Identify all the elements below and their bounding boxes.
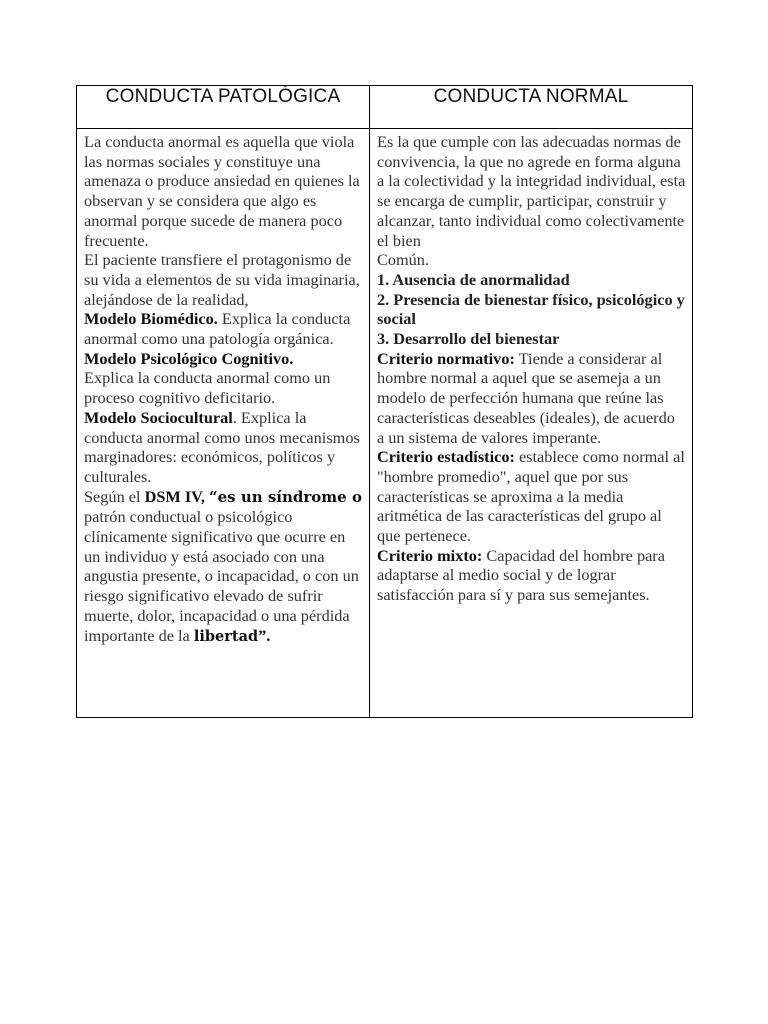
header-conducta-normal: CONDUCTA NORMAL	[370, 86, 693, 129]
cognitive-model-label: Modelo Psicológico Cognitivo.	[84, 348, 294, 368]
cognitive-model-text: Explica la conducta anormal como un proceso cognitivo deficitario.	[84, 368, 331, 408]
dsm-quote-start: “es un síndrome o	[208, 487, 362, 506]
biomedical-model-text: Explica la conducta anormal como una patología orgánica.	[84, 309, 351, 349]
dsm-end-word: libertad	[193, 627, 259, 645]
sociocultural-model	[84, 408, 363, 487]
criterio-mixto-label: Criterio mixto:	[377, 545, 483, 565]
criterio-estadistico-text: establece como normal al "hombre promedio", aquel que por sus características se aproxima a la media aritmética de las características del grupo al que pertenece.	[377, 447, 685, 546]
list-item: 1. Ausencia de anormalidad	[377, 269, 570, 289]
list-item: 2. Presencia de bienestar físico, psicológico y social	[377, 289, 685, 329]
dsm-comma: ,	[200, 486, 209, 506]
cognitive-model-heading	[84, 349, 363, 369]
header-conducta-patologica: CONDUCTA PATOLÓGICA	[77, 86, 370, 129]
criterio-normativo-label: Criterio normativo:	[377, 348, 515, 368]
criterio-mixto	[377, 546, 686, 605]
criterio-estadistico	[377, 447, 686, 546]
normal-comun: Común.	[377, 250, 430, 270]
table-body-row	[77, 129, 693, 718]
pathological-intro: La conducta anormal es aquella que viola las normas sociales y constituye una amenaza o produce ansiedad en quienes la observan y se considera que algo es anormal porque sucede de manera poco frecuente.	[84, 132, 360, 250]
sociocultural-model-label: Modelo Sociocultural	[84, 407, 233, 427]
criterio-normativo	[377, 349, 686, 448]
dsm-end-mark: ”.	[258, 625, 271, 645]
criterio-mixto-text: Capacidad del hombre para adaptarse al medio social y de lograr satisfacción para sí y para sus semejantes.	[377, 545, 665, 605]
criterio-estadistico-label: Criterio estadístico:	[377, 447, 515, 467]
dsm-label: DSM IV	[144, 486, 201, 506]
cell-conducta-normal	[370, 129, 693, 718]
pathological-protagonism: El paciente transfiere el protagonismo de su vida a elementos de su vida imaginaria, alejándose de la realidad,	[84, 250, 360, 309]
criterio-normativo-text: Tiende a considerar al hombre normal a aquel que se asemeja a un modelo de perfección humana que reúne las características deseables (ideales), de acuerdo a un sistema de valores imperante.	[377, 348, 675, 447]
cell-conducta-patologica	[77, 129, 370, 718]
normal-intro: Es la que cumple con las adecuadas normas de convivencia, la que no agrede en forma alguna a la colectividad y la integridad individual, esta se encarga de cumplir, participar, construir y alcanzar, tanto individual como colectivamente el bien	[377, 132, 686, 250]
biomedical-model	[84, 309, 363, 348]
comparison-table	[76, 85, 693, 718]
list-item: 3. Desarrollo del bienestar	[377, 329, 560, 349]
dsm-prefix: Según el	[84, 486, 145, 506]
dsm-text: patrón conductual o psicológico clínicamente significativo que ocurre en un individuo y está asociado con una angustia presente, o incapacidad, o con un riesgo significativo elevado de sufrir muerte, dolor, incapacidad o una pérdida importante de la	[84, 507, 359, 645]
biomedical-model-label: Modelo Biomédico.	[84, 309, 218, 329]
table-header-row	[77, 86, 693, 129]
sociocultural-model-text: . Explica la conducta anormal como unos mecanismos marginadores: económicos, políticos y culturales.	[84, 407, 360, 486]
dsm-definition	[84, 487, 363, 647]
